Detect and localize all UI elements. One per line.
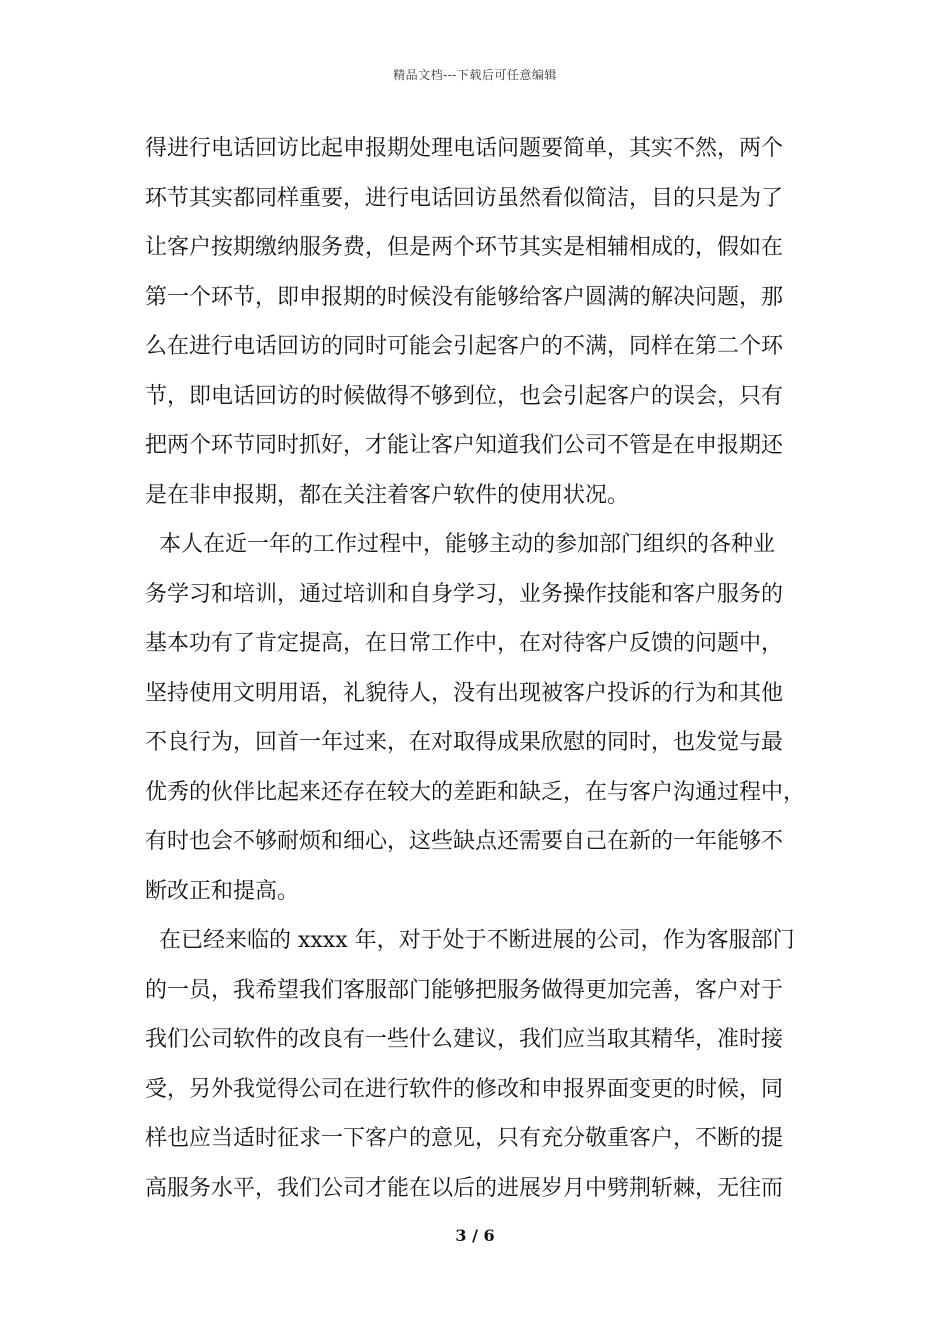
text-line: 受，另外我觉得公司在进行软件的修改和申报界面变更的时候，同 — [145, 1076, 784, 1102]
page-header: 精品文档---下载后可任意编辑 — [393, 68, 557, 82]
text-line: 有时也会不够耐烦和细心，这些缺点还需要自己在新的一年能够不 — [145, 829, 784, 854]
text-line: 环节其实都同样重要，进行电话回访虽然看似简洁，目的只是为了 — [145, 185, 784, 211]
text-line: 基本功有了肯定提高，在日常工作中，在对待客户反馈的问题中， — [145, 631, 784, 656]
document-body — [145, 124, 815, 1213]
page-number: 3 / 6 — [455, 1226, 495, 1245]
text-line: 断改正和提高。 — [145, 878, 300, 904]
text-line: 是在非申报期，都在关注着客户软件的使用状况。 — [145, 482, 630, 508]
text-line: 在已经来临的 xxxx 年，对于处于不断进展的公司，作为客服部门 — [145, 928, 795, 953]
text-line: 么在进行电话回访的同时可能会引起客户的不满，同样在第二个环 — [145, 334, 784, 359]
text-line: 本人在近一年的工作过程中，能够主动的参加部门组织的各种业 — [145, 532, 775, 557]
text-line: 把两个环节同时抓好，才能让客户知道我们公司不管是在申报期还 — [145, 433, 784, 458]
text-line: 样也应当适时征求一下客户的意见，只有充分敬重客户，不断的提 — [145, 1126, 784, 1151]
text-line: 高服务水平，我们公司才能在以后的进展岁月中劈荆斩棘，无往而 — [145, 1175, 784, 1201]
text-line: 第一个环节，即申报期的时候没有能够给客户圆满的解决问题，那 — [145, 284, 784, 310]
text-line: 让客户按期缴纳服务费，但是两个环节其实是相辅相成的，假如在 — [145, 235, 784, 260]
text-line: 我们公司软件的改良有一些什么建议，我们应当取其精华，准时接 — [145, 1027, 784, 1052]
text-line: 坚持使用文明用语，礼貌待人，没有出现被客户投诉的行为和其他 — [145, 680, 784, 706]
text-line: 得进行电话回访比起申报期处理电话问题要简单，其实不然，两个 — [145, 136, 784, 161]
text-line: 优秀的伙伴比起来还存在较大的差距和缺乏，在与客户沟通过程中， — [145, 779, 806, 805]
text-line: 的一员，我希望我们客服部门能够把服务做得更加完善，客户对于 — [145, 977, 784, 1003]
text-line: 节，即电话回访的时候做得不够到位，也会引起客户的误会，只有 — [145, 383, 784, 409]
text-line: 不良行为，回首一年过来，在对取得成果欣慰的同时，也发觉与最 — [145, 730, 784, 755]
text-line: 务学习和培训，通过培训和自身学习，业务操作技能和客户服务的 — [145, 581, 784, 607]
